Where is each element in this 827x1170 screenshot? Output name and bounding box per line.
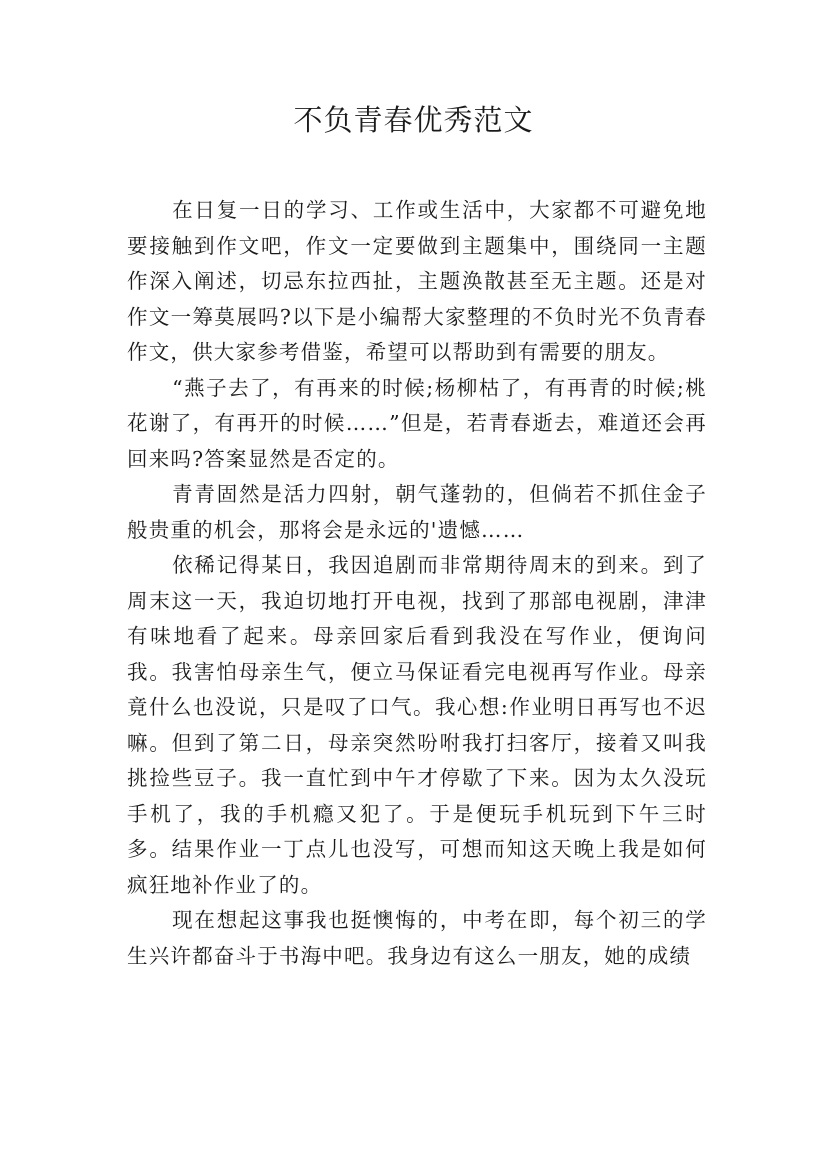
paragraph-youth-vitality: 青青固然是活力四射，朝气蓬勃的，但倘若不抓住金子般贵重的机会，那将会是永远的'遗憾…… [127, 482, 707, 542]
document-title: 不负青春优秀范文 [293, 103, 534, 137]
paragraph-regret: 现在想起这事我也挺懊悔的，中考在即，每个初三的学生兴许都奋斗于书海中吧。我身边有这么一朋友，她的成绩 [127, 908, 707, 968]
document-body [127, 193, 707, 974]
paragraph-intro: 在日复一日的学习、工作或生活中，大家都不可避免地要接触到作文吧，作文一定要做到主题集中，围绕同一主题作深入阐述，切忌东拉西扯，主题涣散甚至无主题。还是对作文一筹莫展吗?以下是小编帮大家整理的不负时光不负青春作文，供大家参考借鉴，希望可以帮助到有需要的朋友。 [127, 198, 707, 364]
paragraph-tv-drama-story: 依稀记得某日，我因追剧而非常期待周末的到来。到了周末这一天，我迫切地打开电视，找到了那部电视剧，津津有味地看了起来。母亲回家后看到我没在写作业，便询问我。我害怕母亲生气，便立马保证看完电视再写作业。母亲竟什么也没说，只是叹了口气。我心想:作业明日再写也不迟嘛。但到了第二日，母亲突然吩咐我打扫客厅，接着又叫我挑捡些豆子。我一直忙到中午才停歇了下来。因为太久没玩手机了，我的手机瘾又犯了。于是便玩手机玩到下午三时多。结果作业一丁点儿也没写，可想而知这天晚上我是如何疯狂地补作业了的。 [127, 553, 707, 897]
paragraph-swallow-quote: “燕子去了，有再来的时候;杨柳枯了，有再青的时候;桃花谢了，有再开的时候……”但是，若青春逝去，难道还会再回来吗?答案显然是否定的。 [127, 375, 707, 471]
